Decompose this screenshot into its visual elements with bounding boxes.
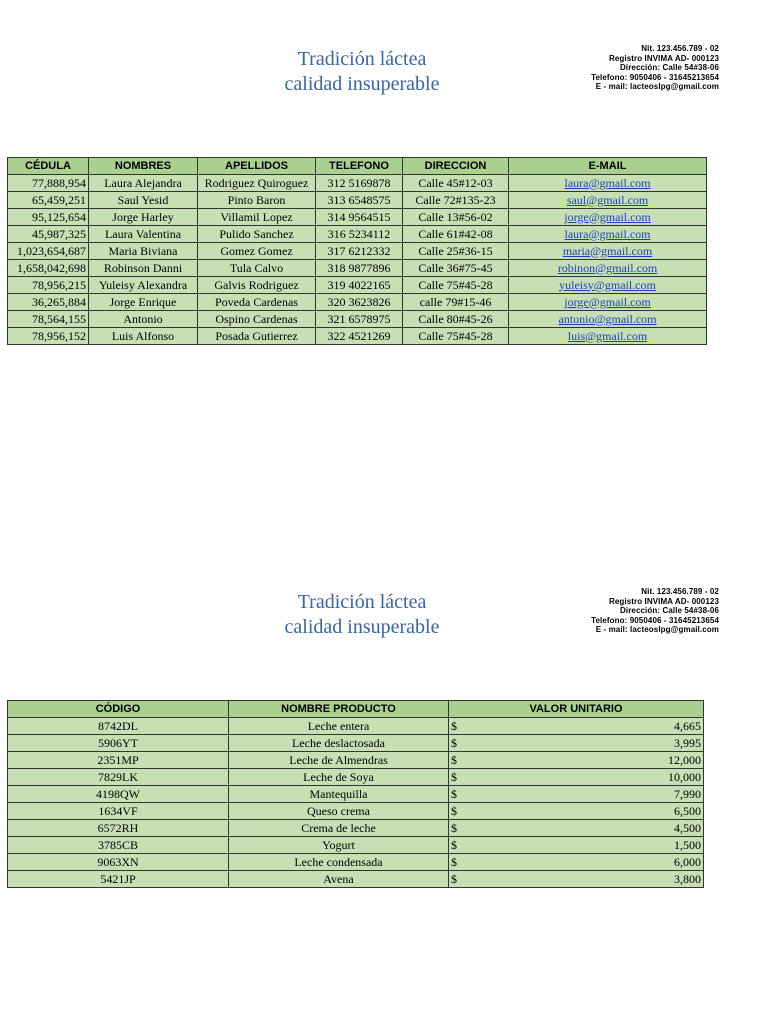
email-cell — [509, 277, 707, 294]
product-row — [8, 820, 704, 837]
email-cell — [509, 226, 707, 243]
email-link[interactable]: antonio@gmail.com — [558, 311, 657, 326]
apellidos-cell: Villamil Lopez — [198, 209, 316, 226]
title-line-2: calidad insuperable — [284, 616, 440, 638]
nombres-cell: Robinson Danni — [89, 260, 198, 277]
nombre-producto-cell: Leche condensada — [229, 854, 449, 871]
telefono-cell: 319 4022165 — [316, 277, 403, 294]
client-row — [8, 209, 707, 226]
col-header-telefono: TELEFONO — [316, 158, 403, 175]
nombres-cell: Maria Biviana — [89, 243, 198, 260]
col-header-nombre-producto: NOMBRE PRODUCTO — [229, 701, 449, 718]
currency-symbol: $ — [451, 803, 457, 818]
codigo-cell: 5421JP — [8, 871, 229, 888]
title-line-1: Tradición láctea — [297, 591, 427, 613]
product-row — [8, 769, 704, 786]
nombre-producto-cell: Leche de Soya — [229, 769, 449, 786]
email-link[interactable]: robinon@gmail.com — [557, 260, 658, 275]
valor-unitario-cell — [449, 718, 704, 735]
nombres-cell: Saul Yesid — [89, 192, 198, 209]
currency-symbol: $ — [451, 769, 457, 784]
product-row — [8, 854, 704, 871]
apellidos-cell: Pinto Baron — [198, 192, 316, 209]
page-title-2 — [240, 590, 484, 640]
products-table — [7, 700, 704, 888]
codigo-cell: 2351MP — [8, 752, 229, 769]
codigo-cell: 1634VF — [8, 803, 229, 820]
email-link[interactable]: jorge@gmail.com — [564, 209, 651, 224]
price-value: 7,990 — [674, 786, 701, 801]
codigo-cell: 5906YT — [8, 735, 229, 752]
direccion-cell: Calle 45#12-03 — [403, 175, 509, 192]
product-row — [8, 786, 704, 803]
nombre-producto-cell: Queso crema — [229, 803, 449, 820]
title-line-1: Tradición láctea — [297, 48, 427, 70]
codigo-cell: 3785CB — [8, 837, 229, 854]
price-value: 1,500 — [674, 837, 701, 852]
telefono-cell: 313 6548575 — [316, 192, 403, 209]
col-header-nombres: NOMBRES — [89, 158, 198, 175]
telefono-cell: 316 5234112 — [316, 226, 403, 243]
apellidos-cell: Ospino Cardenas — [198, 311, 316, 328]
currency-symbol: $ — [451, 871, 457, 886]
products-header-row — [8, 701, 704, 718]
cedula-cell: 45,987,325 — [8, 226, 89, 243]
price-value: 10,000 — [668, 769, 701, 784]
valor-unitario-cell — [449, 786, 704, 803]
info-nit: Nit. 123.456.789 - 02 — [641, 44, 719, 53]
valor-unitario-cell — [449, 820, 704, 837]
client-row — [8, 226, 707, 243]
telefono-cell: 317 6212332 — [316, 243, 403, 260]
client-row — [8, 311, 707, 328]
product-row — [8, 803, 704, 820]
company-info-2 — [591, 587, 719, 635]
client-row — [8, 328, 707, 345]
client-row — [8, 260, 707, 277]
nombre-producto-cell: Avena — [229, 871, 449, 888]
info-telefono: Telefono: 9050406 - 31645213654 — [591, 615, 719, 625]
email-cell — [509, 311, 707, 328]
telefono-cell: 318 9877896 — [316, 260, 403, 277]
telefono-cell: 321 6578975 — [316, 311, 403, 328]
client-row — [8, 243, 707, 260]
clients-table — [7, 157, 707, 345]
client-row — [8, 192, 707, 209]
nombres-cell: Yuleisy Alexandra — [89, 277, 198, 294]
cedula-cell: 95,125,654 — [8, 209, 89, 226]
valor-unitario-cell — [449, 803, 704, 820]
info-registro: Registro INVIMA AD- 000123 — [608, 53, 719, 63]
valor-unitario-cell — [449, 769, 704, 786]
email-cell — [509, 260, 707, 277]
col-header-direccion: DIRECCION — [403, 158, 509, 175]
valor-unitario-cell — [449, 735, 704, 752]
cedula-cell: 78,564,155 — [8, 311, 89, 328]
direccion-cell: Calle 80#45-26 — [403, 311, 509, 328]
email-link[interactable]: luis@gmail.com — [567, 328, 648, 343]
client-row — [8, 175, 707, 192]
price-value: 12,000 — [668, 752, 701, 767]
col-header-email: E-MAIL — [509, 158, 707, 175]
direccion-cell: Calle 72#135-23 — [403, 192, 509, 209]
company-info-1 — [591, 44, 719, 92]
email-link[interactable]: maria@gmail.com — [562, 243, 653, 258]
valor-unitario-cell — [449, 854, 704, 871]
apellidos-cell: Rodriguez Quiroguez — [198, 175, 316, 192]
apellidos-cell: Posada Gutierrez — [198, 328, 316, 345]
col-header-apellidos: APELLIDOS — [198, 158, 316, 175]
currency-symbol: $ — [451, 786, 457, 801]
cedula-cell: 78,956,152 — [8, 328, 89, 345]
direccion-cell: calle 79#15-46 — [403, 294, 509, 311]
apellidos-cell: Pulido Sanchez — [198, 226, 316, 243]
email-link[interactable]: yuleisy@gmail.com — [559, 277, 656, 292]
email-link[interactable]: laura@gmail.com — [564, 175, 651, 190]
direccion-cell: Calle 75#45-28 — [403, 328, 509, 345]
nombres-cell: Jorge Harley — [89, 209, 198, 226]
info-email: E - mail: lacteoslpg@gmail.com — [595, 625, 719, 635]
cedula-cell: 36,265,884 — [8, 294, 89, 311]
price-value: 6,000 — [674, 854, 701, 869]
nombres-cell: Antonio — [89, 311, 198, 328]
price-value: 4,500 — [674, 820, 701, 835]
apellidos-cell: Poveda Cardenas — [198, 294, 316, 311]
cedula-cell: 1,023,654,687 — [8, 243, 89, 260]
info-nit: Nit. 123.456.789 - 02 — [641, 587, 719, 596]
email-link[interactable]: saul@gmail.com — [566, 192, 649, 207]
direccion-cell: Calle 61#42-08 — [403, 226, 509, 243]
email-cell — [509, 192, 707, 209]
info-direccion: Dirección: Calle 54#38-06 — [620, 63, 719, 73]
cedula-cell: 77,888,954 — [8, 175, 89, 192]
col-header-cedula: CÉDULA — [8, 158, 89, 175]
nombre-producto-cell: Mantequilla — [229, 786, 449, 803]
telefono-cell: 314 9564515 — [316, 209, 403, 226]
email-link[interactable]: laura@gmail.com — [564, 226, 651, 241]
info-registro: Registro INVIMA AD- 000123 — [608, 596, 719, 606]
currency-symbol: $ — [451, 837, 457, 852]
title-line-2: calidad insuperable — [284, 73, 440, 95]
nombre-producto-cell: Crema de leche — [229, 820, 449, 837]
info-telefono: Telefono: 9050406 - 31645213654 — [591, 72, 719, 82]
email-cell — [509, 175, 707, 192]
email-cell — [509, 294, 707, 311]
direccion-cell: Calle 36#75-45 — [403, 260, 509, 277]
clients-header-row — [8, 158, 707, 175]
direccion-cell: Calle 25#36-15 — [403, 243, 509, 260]
price-value: 3,995 — [674, 735, 701, 750]
email-cell — [509, 209, 707, 226]
currency-symbol: $ — [451, 820, 457, 835]
nombres-cell: Luis Alfonso — [89, 328, 198, 345]
telefono-cell: 312 5169878 — [316, 175, 403, 192]
currency-symbol: $ — [451, 752, 457, 767]
nombre-producto-cell: Yogurt — [229, 837, 449, 854]
currency-symbol: $ — [451, 718, 457, 733]
product-row — [8, 837, 704, 854]
cedula-cell: 78,956,215 — [8, 277, 89, 294]
product-row — [8, 871, 704, 888]
valor-unitario-cell — [449, 837, 704, 854]
valor-unitario-cell — [449, 871, 704, 888]
nombre-producto-cell: Leche deslactosada — [229, 735, 449, 752]
nombres-cell: Laura Valentina — [89, 226, 198, 243]
col-header-codigo: CÓDIGO — [8, 701, 229, 718]
apellidos-cell: Tula Calvo — [198, 260, 316, 277]
direccion-cell: Calle 75#45-28 — [403, 277, 509, 294]
codigo-cell: 9063XN — [8, 854, 229, 871]
product-row — [8, 752, 704, 769]
codigo-cell: 8742DL — [8, 718, 229, 735]
codigo-cell: 6572RH — [8, 820, 229, 837]
info-email: E - mail: lacteoslpg@gmail.com — [595, 82, 719, 92]
direccion-cell: Calle 13#56-02 — [403, 209, 509, 226]
cedula-cell: 1,658,042,698 — [8, 260, 89, 277]
email-cell — [509, 243, 707, 260]
email-link[interactable]: jorge@gmail.com — [564, 294, 651, 309]
valor-unitario-cell — [449, 752, 704, 769]
currency-symbol: $ — [451, 854, 457, 869]
nombre-producto-cell: Leche entera — [229, 718, 449, 735]
product-row — [8, 735, 704, 752]
apellidos-cell: Gomez Gomez — [198, 243, 316, 260]
col-header-valor-unitario: VALOR UNITARIO — [449, 701, 704, 718]
telefono-cell: 320 3623826 — [316, 294, 403, 311]
nombres-cell: Laura Alejandra — [89, 175, 198, 192]
nombres-cell: Jorge Enrique — [89, 294, 198, 311]
codigo-cell: 7829LK — [8, 769, 229, 786]
page-title-1 — [240, 47, 484, 97]
price-value: 6,500 — [674, 803, 701, 818]
product-row — [8, 718, 704, 735]
price-value: 4,665 — [674, 718, 701, 733]
currency-symbol: $ — [451, 735, 457, 750]
info-direccion: Dirección: Calle 54#38-06 — [620, 606, 719, 616]
nombre-producto-cell: Leche de Almendras — [229, 752, 449, 769]
client-row — [8, 277, 707, 294]
price-value: 3,800 — [674, 871, 701, 886]
apellidos-cell: Galvis Rodriguez — [198, 277, 316, 294]
telefono-cell: 322 4521269 — [316, 328, 403, 345]
email-cell — [509, 328, 707, 345]
client-row — [8, 294, 707, 311]
cedula-cell: 65,459,251 — [8, 192, 89, 209]
codigo-cell: 4198QW — [8, 786, 229, 803]
